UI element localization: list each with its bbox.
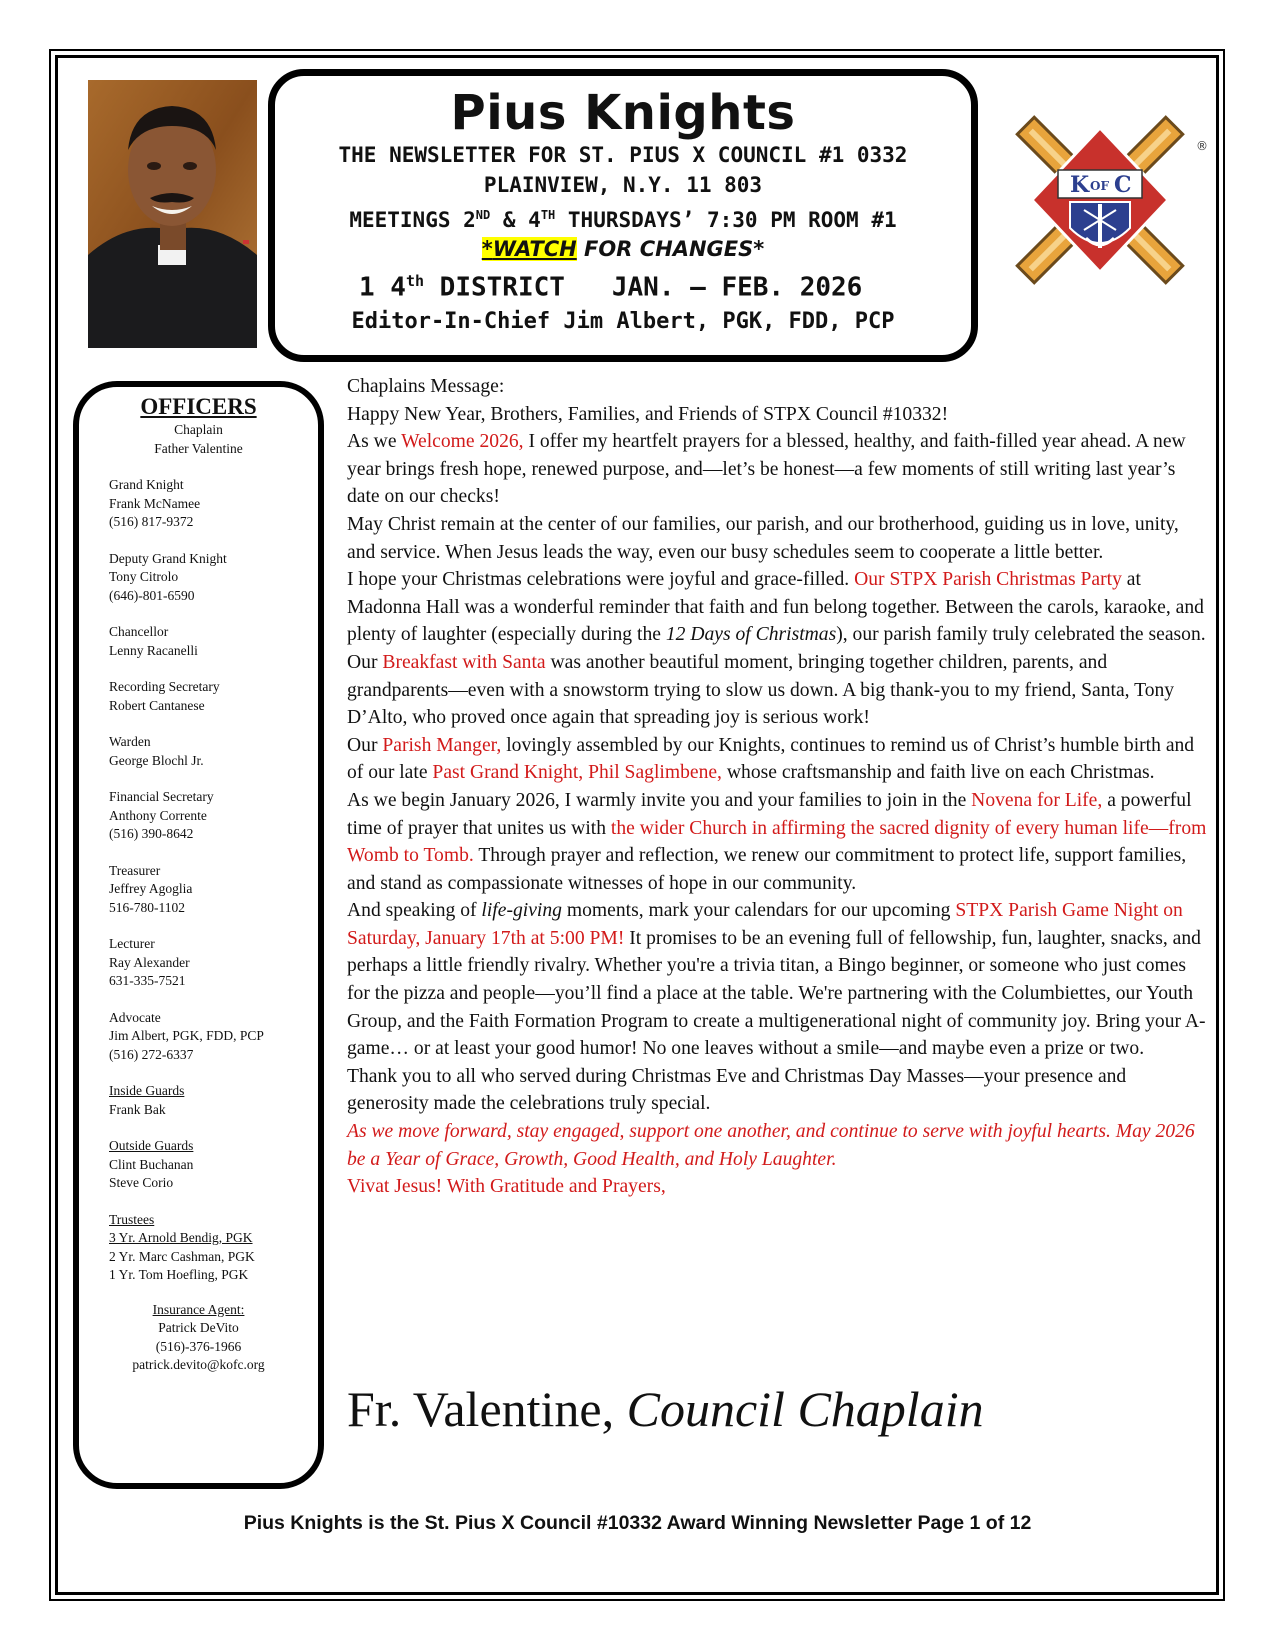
officer-group [79,733,318,770]
message-signoff: Vivat Jesus! With Gratitude and Prayers, [347,1176,666,1198]
masthead-district-date: 1 4th DISTRICT JAN. – FEB. 2026 [359,272,863,303]
officer-title: Recording Secretary [109,679,220,694]
officer-group [79,623,318,660]
chaplain-title: Chaplain [174,422,223,437]
officer-title: Chancellor [109,624,169,639]
officer-line: Frank Bak [109,1101,166,1117]
page-footer: Pius Knights is the St. Pius X Council #10332 Award Winning Newsletter Page 1 of 12 [243,1512,1032,1534]
message-paragraph: As we begin January 2026, I warmly invite you and your families to join in the Novena for Life, a powerful time of prayer that unites us with the wider Church in affirming the sacred dignity of every human life—from Womb to Tomb. Through prayer and reflection, we renew our commitment to protect life, support families, and stand as compassionate witnesses of hope in our community. [347,789,1207,894]
masthead-meetings: MEETINGS 2ND & 4TH THURSDAYS’ 7:30 PM ROOM #1 [349,208,897,232]
chaplain-signature: Fr. Valentine, Council Chaplain [347,1381,984,1437]
officer-phone: 516-780-1102 [109,899,185,915]
officer-title: Treasurer [109,862,161,878]
officers-heading: OFFICERS [140,394,257,419]
message-closing: As we move forward, stay engaged, support one another, and continue to serve with joyful hearts. May 2026 be a Year of Grace, Growth, Good Health, and Holy Laughter. [347,1121,1195,1170]
officer-group [79,788,318,844]
officer-line: Anthony Corrente [109,807,207,823]
message-paragraph: As we Welcome 2026, I offer my heartfelt prayers for a blessed, healthy, and faith-filled year ahead. A new year brings fresh hope, renewed purpose, and—let’s be honest—a few moments of still writing last year’s date on our checks! [347,431,1186,508]
officer-group [79,1137,318,1193]
insurance-agent [79,1301,318,1375]
message-paragraph: Thank you to all who served during Christmas Eve and Christmas Day Masses—your presence and generosity made the celebrations truly special. [347,1065,1127,1115]
officer-title: Inside Guards [109,1083,185,1098]
officer-group [79,476,318,532]
officer-title: Lecturer [109,936,155,951]
message-greeting: Happy New Year, Brothers, Families, and Friends of STPX Council #10332! [347,403,949,425]
officer-group [79,935,318,991]
officer-group [79,550,318,606]
message-paragraph: May Christ remain at the center of our families, our parish, and our brotherhood, guiding us in love, unity, and service. When Jesus leads the way, even our busy schedules seem to cooperate a little better. [347,513,1179,563]
officer-line: Lenny Racanelli [109,642,198,658]
officer-group [79,1082,318,1119]
officer-group [79,1009,318,1065]
masthead-location: PLAINVIEW, N.Y. 11 803 [483,173,763,197]
officer-line: Steve Corio [109,1175,174,1190]
emblem-letter-k: K [1070,172,1090,198]
officer-group [79,678,318,715]
officer-title: Advocate [109,1009,161,1025]
chaplain-photo [88,80,257,348]
officer-title: Deputy Grand Knight [109,550,227,566]
watch-for-changes: *WATCH FOR CHANGES* [481,237,765,261]
message-paragraph: Our Breakfast with Santa was another beautiful moment, bringing together children, parents, and grandparents—even with a snowstorm trying to slow us down. A big thank-you to my friend, Santa, Tony D’Alto, who proved once again that spreading joy is serious work! [347,651,1175,729]
svg-text:®: ® [1196,139,1208,153]
officer-line: 3 Yr. Arnold Bendig, PGK [109,1230,253,1245]
masthead-box [268,69,978,362]
officer-group [79,862,318,918]
officer-phone: (516) 272-6337 [109,1046,194,1062]
officer-line: Jim Albert, PGK, FDD, PCP [109,1028,264,1043]
officer-title: Financial Secretary [109,789,214,804]
insurance-phone: (516)-376-1966 [155,1338,242,1354]
masthead-council-line: THE NEWSLETTER FOR ST. PIUS X COUNCIL #1 0332 [338,143,908,167]
kofc-emblem [990,88,1210,312]
officer-group [79,1211,318,1285]
message-paragraph: I hope your Christmas celebrations were joyful and grace-filled. Our STPX Parish Christmas Party at Madonna Hall was a wonderful reminder that faith and fun belong together. Between the carols, karaoke, and plenty of laughter (especially during the 12 Days of Christmas), our parish family truly celebrated the season. [347,569,1206,646]
officer-phone: 631-335-7521 [109,973,186,988]
officer-title: Outside Guards [109,1138,194,1153]
officers-panel [73,381,324,1489]
officer-line: 2 Yr. Marc Cashman, PGK [109,1248,255,1264]
officer-phone: (516) 390-8642 [109,826,194,841]
officer-phone: (516) 817-9372 [109,514,194,529]
masthead-editor: Editor-In-Chief Jim Albert, PGK, FDD, PCP [351,308,895,334]
officer-title: Grand Knight [109,477,184,492]
officer-line: Robert Cantanese [109,697,205,713]
message-paragraph: Our Parish Manger, lovingly assembled by our Knights, continues to remind us of Christ’s humble birth and of our late Past Grand Knight, Phil Saglimbene, whose craftsmanship and faith live on each Christmas. [347,734,1195,784]
emblem-letter-c: C [1114,172,1132,198]
officer-line: Jeffrey Agoglia [109,881,193,896]
emblem-letters-of: OF [1090,179,1109,193]
insurance-name: Patrick DeVito [158,1320,239,1335]
message-paragraph: And speaking of life-giving moments, mark your calendars for our upcoming STPX Parish Game Night on Saturday, January 17th at 5:00 PM! It promises to be an evening full of fellowship, fun, laughter, snacks, and perhaps a little friendly rivalry. Whether you're a trivia titan, a Bingo beginner, or someone who just comes for the pizza and people—you’ll find a place at the table. We're partnering with the Columbiettes, our Youth Group, and the Faith Formation Program to create a multigenerational night of community joy. Bring your A-game… or at least your good humor! No one leaves without a smile—and maybe even a prize or two. [347,900,1206,1060]
message-heading: Chaplains Message: [347,376,505,397]
insurance-title: Insurance Agent: [152,1301,245,1317]
insurance-email: patrick.devito@kofc.org [132,1357,265,1372]
chaplain-message [347,373,1209,1201]
officer-title: Trustees [109,1211,155,1227]
officer-line: Ray Alexander [109,954,190,970]
chaplain-name: Father Valentine [154,440,243,456]
officer-line: Tony Citrolo [109,569,179,584]
officer-line: Frank McNamee [109,495,201,511]
officer-line: 1 Yr. Tom Hoefling, PGK [109,1267,249,1282]
officer-line: George Blochl Jr. [109,752,204,768]
officer-line: Clint Buchanan [109,1156,194,1172]
newsletter-title: Pius Knights [450,85,796,141]
officer-phone: (646)-801-6590 [109,587,195,603]
officer-title: Warden [109,734,151,749]
